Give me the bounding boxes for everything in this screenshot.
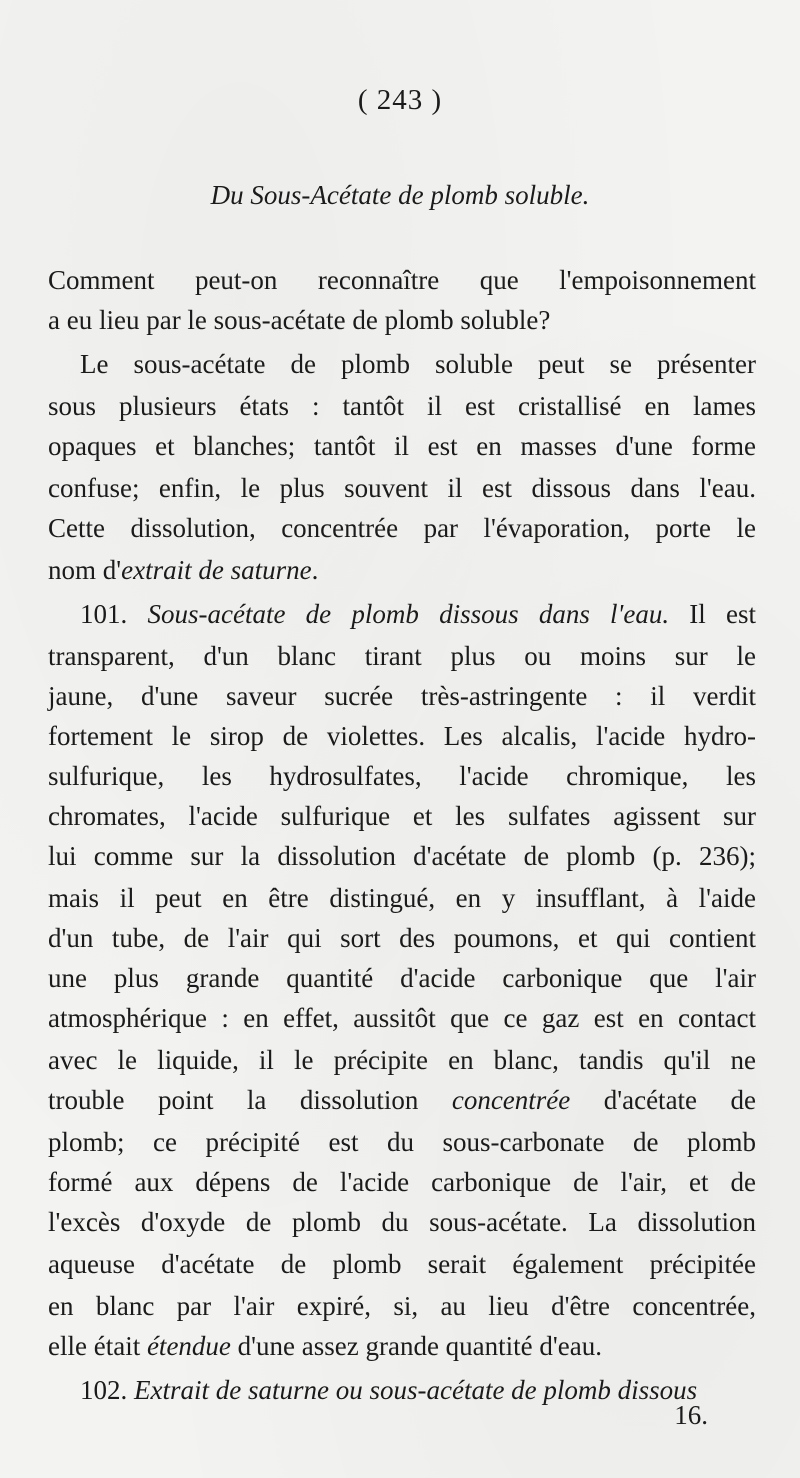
text-line xyxy=(48,676,756,716)
text-segment: transparent, d'un blanc tirant plus ou moins sur le xyxy=(48,641,756,671)
text-segment: lui comme sur la dissolution d'acétate de plomb (p. 236); xyxy=(48,841,756,871)
text-line xyxy=(48,468,756,508)
text-line xyxy=(48,1040,756,1080)
text-segment: sous plusieurs états : tantôt il est cristallisé en lames xyxy=(48,391,756,421)
text-line xyxy=(80,1370,756,1410)
italic-text: concentrée xyxy=(451,1085,571,1115)
text-segment: aqueuse d'acétate de plomb serait également précipitée xyxy=(48,1249,756,1279)
text-segment: formé aux dépens de l'acide carbonique de l'air, et de xyxy=(48,1167,756,1197)
text-line xyxy=(48,260,756,300)
text-line xyxy=(48,958,756,998)
text-segment: atmosphérique : en effet, aussitôt que ce gaz est en contact xyxy=(48,1003,756,1033)
text-line xyxy=(48,1122,756,1162)
text-segment: sulfurique, les hydrosulfates, l'acide chromique, les xyxy=(48,761,756,791)
text-line xyxy=(48,300,756,340)
text-line xyxy=(48,426,756,466)
text-segment: jaune, d'une saveur sucrée très-astringente : il verdit xyxy=(48,681,756,711)
text-segment: d'acétate de xyxy=(570,1085,756,1115)
text-segment: Il est xyxy=(669,599,757,629)
text-line xyxy=(48,550,756,590)
text-segment: fortement le sirop de violettes. Les alcalis, l'acide hydro- xyxy=(48,721,756,751)
text-segment: a eu lieu par le sous-acétate de plomb soluble? xyxy=(48,305,551,335)
text-segment: l'excès d'oxyde de plomb du sous-acétate. La dissolution xyxy=(48,1207,756,1237)
text-line xyxy=(48,796,756,836)
text-line xyxy=(48,998,756,1038)
text-segment: en blanc par l'air expiré, si, au lieu d'être concentrée, xyxy=(48,1291,756,1321)
text-line xyxy=(48,1286,756,1326)
text-line xyxy=(80,594,756,634)
text-line xyxy=(48,508,756,548)
text-line xyxy=(80,344,756,384)
text-segment: nom d' xyxy=(48,555,122,585)
text-segment: Cette dissolution, concentrée par l'évaporation, porte le xyxy=(48,513,756,543)
text-segment: Le sous-acétate de plomb soluble peut se présenter xyxy=(80,349,756,379)
text-line xyxy=(48,918,756,958)
text-line xyxy=(48,716,756,756)
text-segment: mais il peut en être distingué, en y insufflant, à l'aide xyxy=(48,883,756,913)
text-line xyxy=(48,1080,756,1120)
italic-text: extrait de saturne xyxy=(121,555,312,585)
text-line xyxy=(48,1326,756,1366)
text-segment: d'une assez grande quantité d'eau. xyxy=(230,1331,602,1361)
italic-text: Extrait de saturne ou sous-acétate de plomb dissous xyxy=(134,1375,698,1405)
text-line xyxy=(48,1202,756,1242)
page-number: ( 243 ) xyxy=(357,84,443,116)
section-title: Du Sous-Acétate de plomb soluble. xyxy=(210,180,590,210)
text-line xyxy=(48,756,756,796)
text-segment: 101. xyxy=(80,599,148,629)
text-segment: elle était xyxy=(48,1331,147,1361)
text-line xyxy=(48,1162,756,1202)
text-line xyxy=(48,636,756,676)
text-segment: 102. xyxy=(80,1375,134,1405)
text-segment: . xyxy=(311,555,319,585)
text-segment: opaques et blanches; tantôt il est en masses d'une forme xyxy=(48,431,756,461)
text-line xyxy=(48,1244,756,1284)
signature-mark: 16. xyxy=(674,1400,708,1430)
text-segment: plomb; ce précipité est du sous-carbonate de plomb xyxy=(48,1127,756,1157)
text-segment: avec le liquide, il le précipite en blanc, tandis qu'il ne xyxy=(48,1045,756,1075)
italic-text: Sous-acétate de plomb dissous dans l'eau. xyxy=(147,599,670,629)
text-line xyxy=(48,878,756,918)
italic-text: étendue xyxy=(146,1331,231,1361)
text-segment: trouble point la dissolution xyxy=(48,1085,452,1115)
text-segment: confuse; enfin, le plus souvent il est dissous dans l'eau. xyxy=(48,473,756,503)
text-segment: d'un tube, de l'air qui sort des poumons, et qui contient xyxy=(48,923,756,953)
text-segment: chromates, l'acide sulfurique et les sulfates agissent sur xyxy=(48,801,756,831)
text-line xyxy=(48,386,756,426)
text-segment: Comment peut-on reconnaître que l'empoisonnement xyxy=(48,265,756,295)
text-segment: une plus grande quantité d'acide carbonique que l'air xyxy=(48,963,756,993)
text-line xyxy=(48,836,756,876)
